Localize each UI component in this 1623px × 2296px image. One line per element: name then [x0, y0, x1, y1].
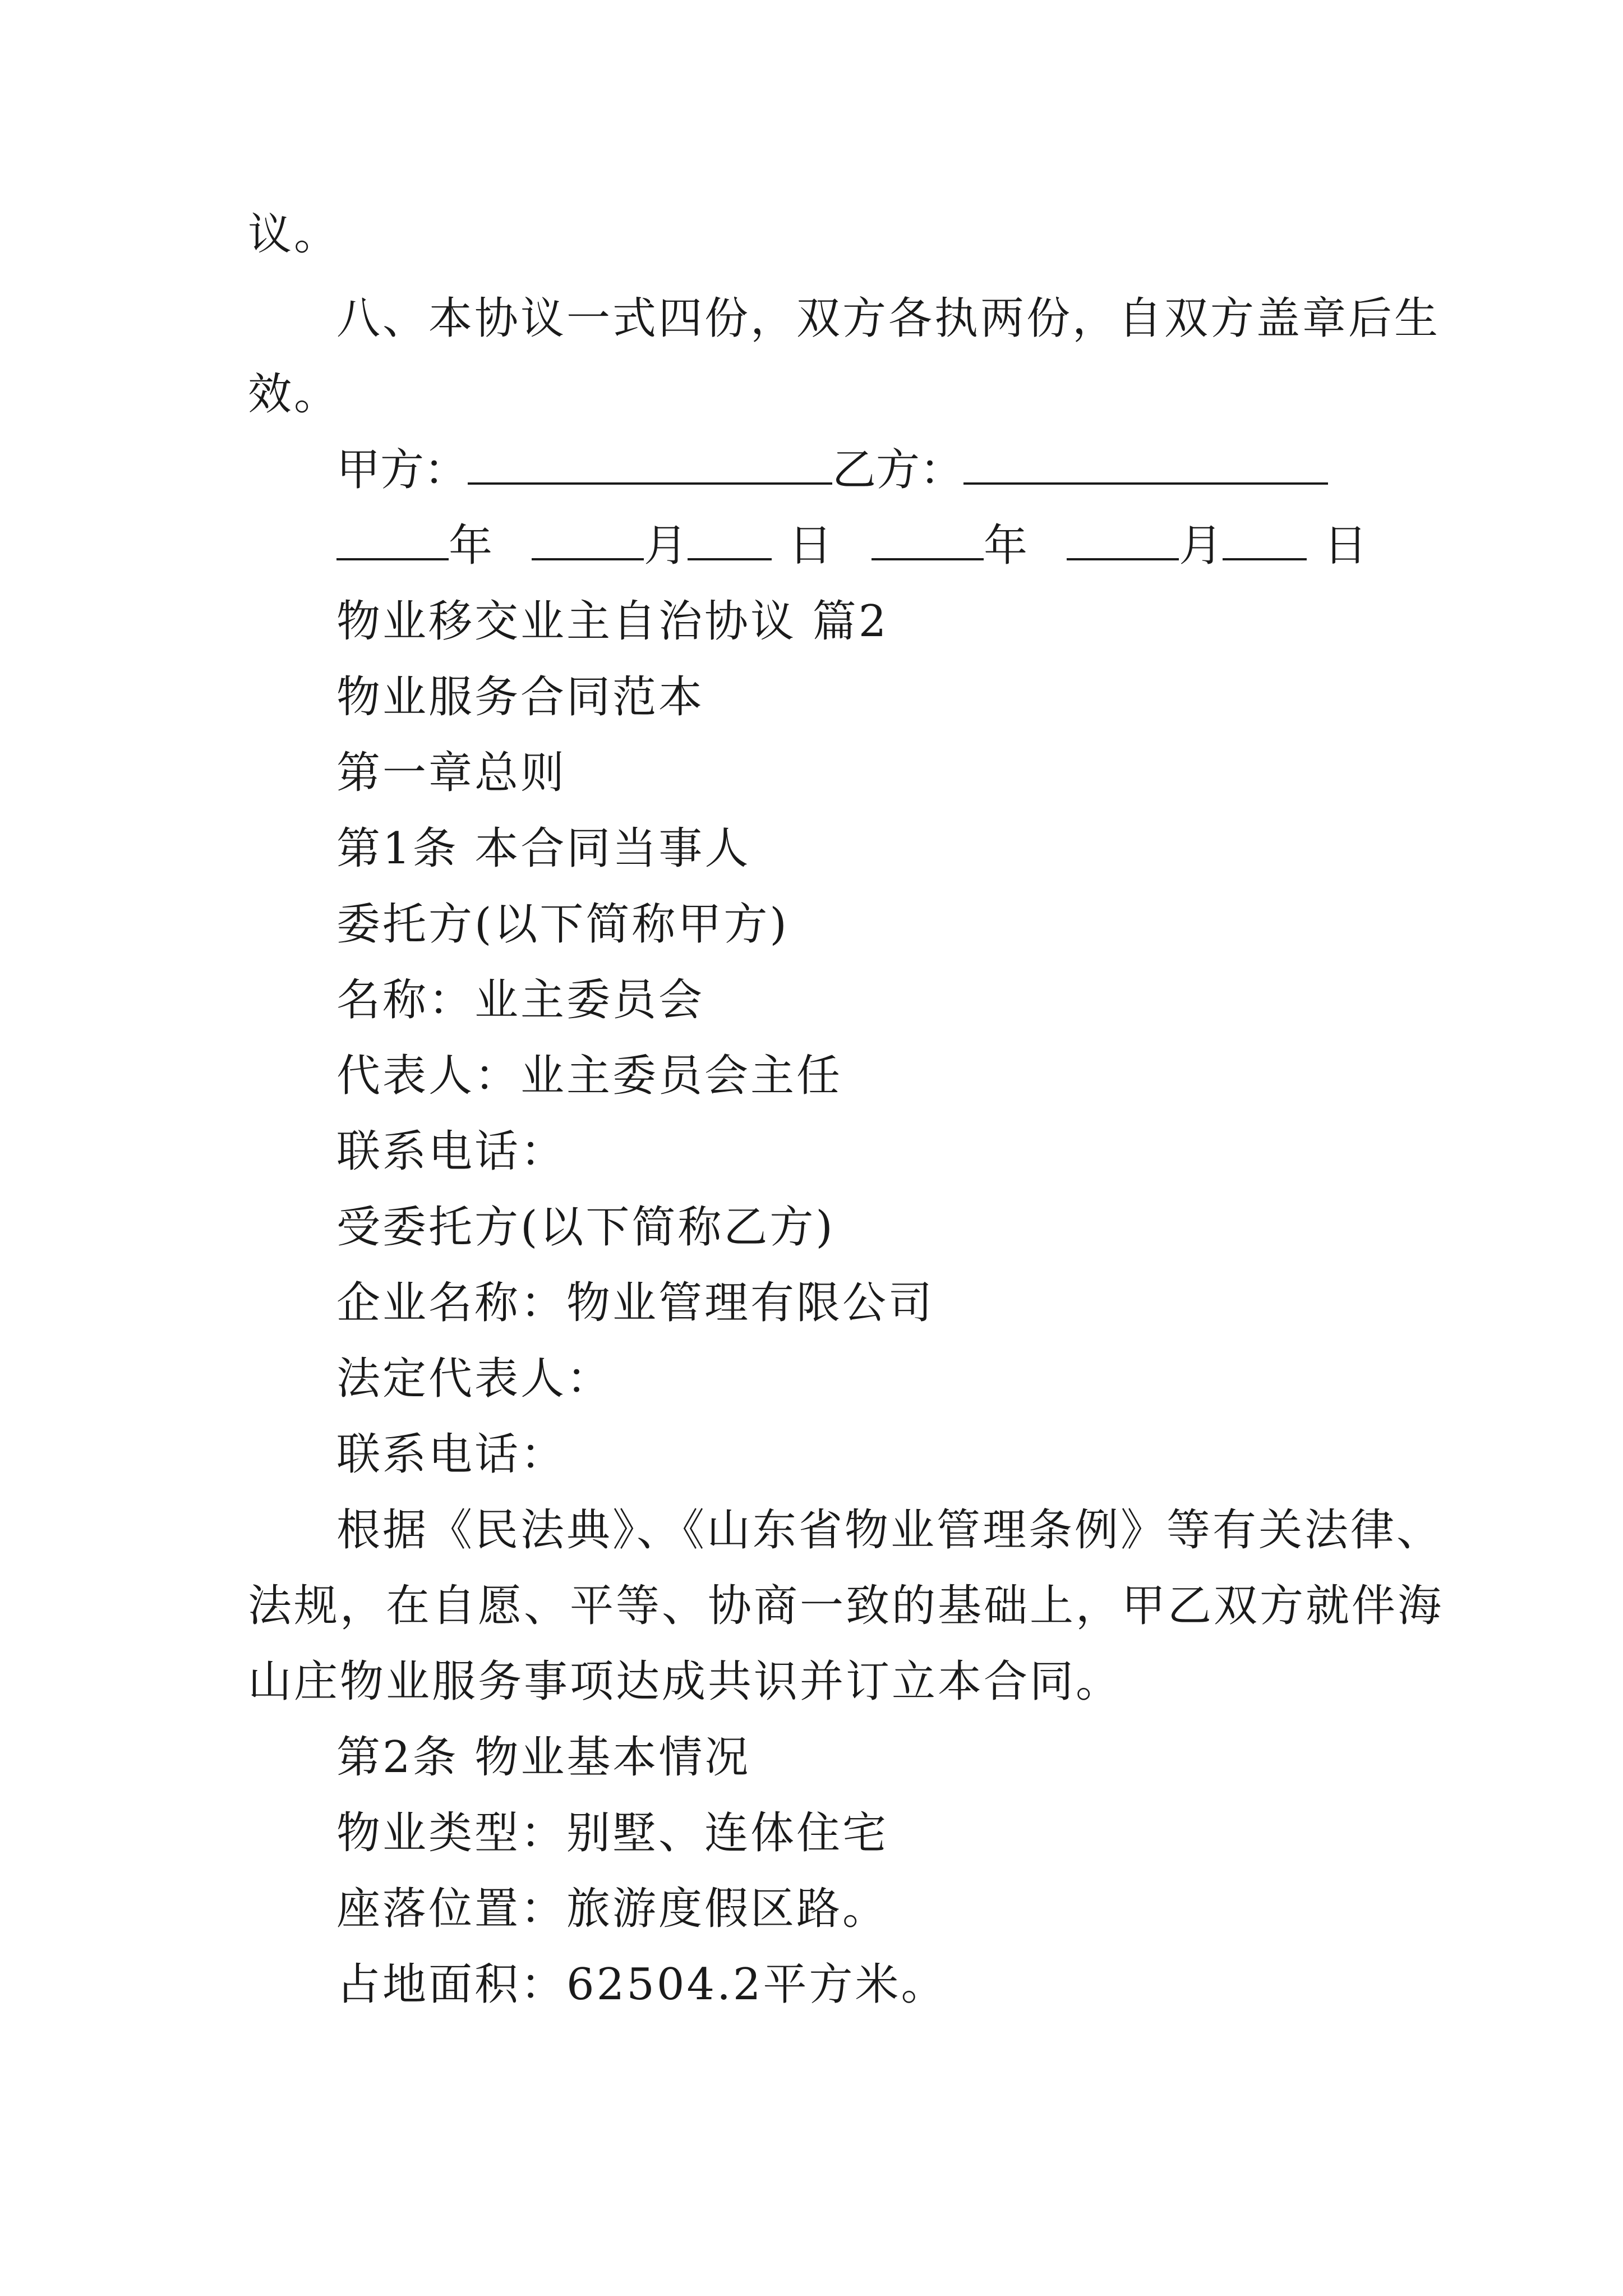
- party-b-day-label: 日: [1324, 521, 1368, 571]
- property-type: 物业类型：别墅、连体住宅: [336, 1808, 889, 1858]
- signature-parties-row: [336, 443, 1328, 497]
- party-b-blank: [963, 443, 1328, 485]
- preamble-line-2: 法规，在自愿、平等、协商一致的基础上，甲乙双方就伴海: [248, 1581, 1444, 1631]
- party-a-blank: [468, 443, 832, 485]
- party-a-year-label: 年: [449, 521, 493, 571]
- property-location: 座落位置：旅游度假区路。: [336, 1884, 889, 1934]
- party-a-name: 名称：业主委员会: [336, 975, 705, 1025]
- party-a-intro: 委托方(以下简称甲方): [336, 899, 789, 950]
- signature-dates-row: [336, 519, 1367, 573]
- party-b-company: 企业名称：物业管理有限公司: [336, 1278, 935, 1328]
- preamble-line-1: 根据《民法典》、《山东省物业管理条例》等有关法律、: [336, 1505, 1443, 1556]
- party-a-phone: 联系电话：: [336, 1126, 567, 1177]
- text-line-1: 议。: [248, 209, 340, 260]
- party-a-month-label: 月: [644, 521, 688, 571]
- article-2-heading: 第2条 物业基本情况: [336, 1732, 751, 1783]
- party-b-day-blank: [1223, 519, 1307, 560]
- party-a-representative: 代表人：业主委员会主任: [336, 1051, 843, 1101]
- party-a-month-blank: [532, 519, 644, 560]
- property-area: 占地面积：62504.2平方米。: [336, 1959, 947, 2010]
- party-a-day-blank: [688, 519, 772, 560]
- party-a-day-label: 日: [789, 521, 833, 571]
- section-title-part-2: 物业移交业主自治协议 篇2: [336, 596, 889, 647]
- party-b-label: 乙方：: [832, 445, 964, 495]
- contract-title: 物业服务合同范本: [336, 672, 705, 723]
- party-b-intro: 受委托方(以下简称乙方): [336, 1202, 835, 1253]
- text-line-3: 效。: [248, 369, 340, 420]
- party-b-phone: 联系电话：: [336, 1429, 567, 1480]
- text-line-2: 八、本协议一式四份，双方各执两份，自双方盖章后生: [336, 293, 1441, 344]
- party-b-year-label: 年: [984, 521, 1028, 571]
- party-b-year-blank: [872, 519, 984, 560]
- party-a-year-blank: [336, 519, 449, 560]
- party-b-month-blank: [1067, 519, 1179, 560]
- party-b-month-label: 月: [1179, 521, 1223, 571]
- party-b-legal-rep: 法定代表人：: [336, 1354, 613, 1404]
- party-a-label: 甲方：: [336, 445, 468, 495]
- article-1-heading: 第1条 本合同当事人: [336, 823, 751, 874]
- preamble-line-3: 山庄物业服务事项达成共识并订立本合同。: [248, 1657, 1122, 1707]
- chapter-heading: 第一章总则: [336, 748, 567, 798]
